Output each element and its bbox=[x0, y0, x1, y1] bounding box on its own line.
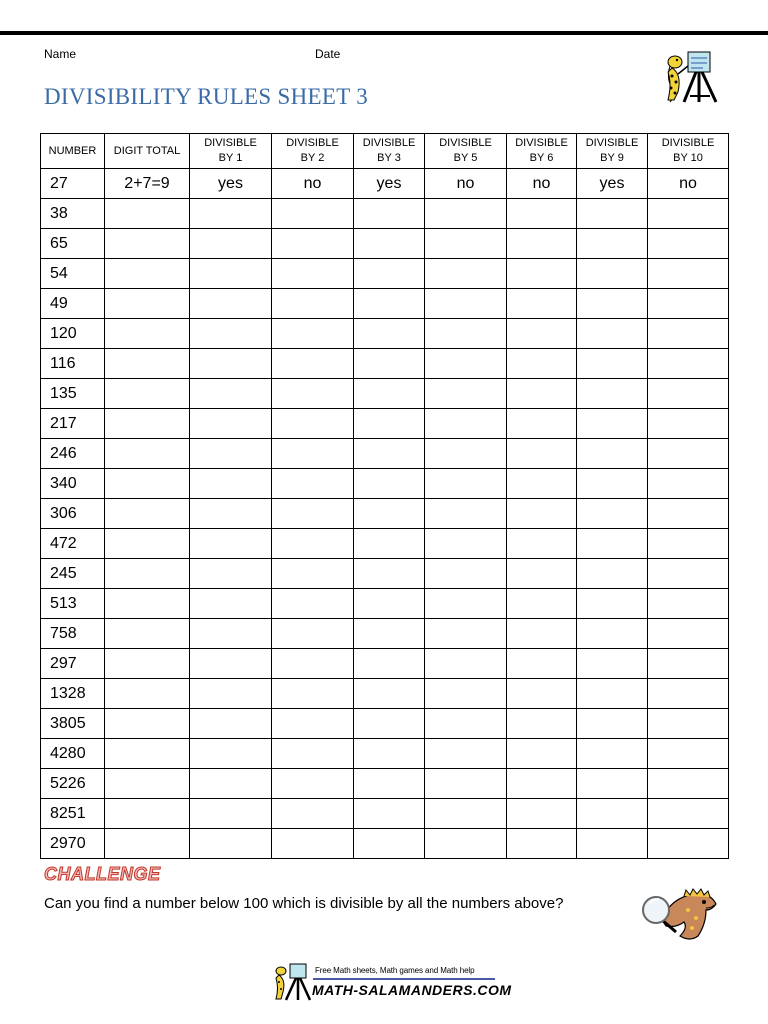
answer-cell[interactable] bbox=[272, 739, 354, 769]
answer-cell[interactable] bbox=[577, 709, 648, 739]
answer-cell[interactable]: no bbox=[507, 169, 577, 199]
answer-cell[interactable]: yes bbox=[577, 169, 648, 199]
name-label: Name bbox=[44, 47, 77, 61]
answer-cell[interactable] bbox=[507, 559, 577, 589]
answer-cell[interactable] bbox=[105, 769, 190, 799]
answer-cell[interactable] bbox=[354, 439, 425, 469]
answer-cell[interactable] bbox=[648, 499, 729, 529]
answer-cell[interactable] bbox=[190, 409, 272, 439]
answer-cell[interactable] bbox=[425, 739, 507, 769]
answer-cell[interactable] bbox=[425, 769, 507, 799]
column-header bbox=[272, 134, 354, 169]
answer-cell[interactable] bbox=[105, 379, 190, 409]
answer-cell[interactable] bbox=[425, 619, 507, 649]
column-header-line: DIVISIBLE bbox=[204, 137, 257, 149]
column-header-line: BY 2 bbox=[300, 152, 325, 164]
table-row bbox=[41, 709, 729, 739]
answer-cell[interactable] bbox=[354, 229, 425, 259]
answer-cell[interactable] bbox=[648, 589, 729, 619]
answer-cell[interactable] bbox=[577, 229, 648, 259]
table-row bbox=[41, 739, 729, 769]
answer-cell[interactable] bbox=[425, 679, 507, 709]
table-row bbox=[41, 649, 729, 679]
answer-cell[interactable]: yes bbox=[190, 169, 272, 199]
answer-cell[interactable] bbox=[354, 559, 425, 589]
answer-cell[interactable] bbox=[507, 619, 577, 649]
answer-cell[interactable] bbox=[648, 319, 729, 349]
answer-cell[interactable] bbox=[190, 199, 272, 229]
answer-cell[interactable] bbox=[507, 709, 577, 739]
answer-cell[interactable] bbox=[577, 259, 648, 289]
number-cell: 340 bbox=[41, 469, 105, 499]
column-header-line: DIVISIBLE bbox=[515, 137, 568, 149]
answer-cell[interactable] bbox=[425, 499, 507, 529]
answer-cell[interactable] bbox=[507, 229, 577, 259]
answer-cell[interactable] bbox=[648, 289, 729, 319]
answer-cell[interactable] bbox=[354, 589, 425, 619]
answer-cell[interactable] bbox=[354, 739, 425, 769]
number-cell: 4280 bbox=[41, 739, 105, 769]
column-header bbox=[190, 134, 272, 169]
answer-cell[interactable] bbox=[272, 199, 354, 229]
answer-cell[interactable] bbox=[105, 349, 190, 379]
column-header-line: BY 10 bbox=[673, 152, 703, 164]
number-cell: 472 bbox=[41, 529, 105, 559]
number-cell: 306 bbox=[41, 499, 105, 529]
answer-cell[interactable] bbox=[354, 499, 425, 529]
number-cell: 246 bbox=[41, 439, 105, 469]
answer-cell[interactable] bbox=[105, 799, 190, 829]
salamander-magnifier-icon bbox=[640, 884, 720, 946]
number-cell: 54 bbox=[41, 259, 105, 289]
answer-cell[interactable] bbox=[354, 709, 425, 739]
answer-cell[interactable] bbox=[577, 589, 648, 619]
answer-cell[interactable] bbox=[425, 439, 507, 469]
answer-cell[interactable] bbox=[272, 289, 354, 319]
answer-cell[interactable] bbox=[272, 409, 354, 439]
column-header bbox=[648, 134, 729, 169]
answer-cell[interactable] bbox=[354, 409, 425, 439]
answer-cell[interactable] bbox=[648, 439, 729, 469]
number-cell: 758 bbox=[41, 619, 105, 649]
answer-cell[interactable] bbox=[507, 499, 577, 529]
answer-cell[interactable] bbox=[105, 679, 190, 709]
number-cell: 8251 bbox=[41, 799, 105, 829]
answer-cell[interactable] bbox=[354, 259, 425, 289]
answer-cell[interactable] bbox=[507, 289, 577, 319]
column-header-line: BY 3 bbox=[377, 152, 401, 164]
table-row bbox=[41, 619, 729, 649]
number-cell: 245 bbox=[41, 559, 105, 589]
footer-tagline: Free Math sheets, Math games and Math help bbox=[315, 966, 475, 975]
answer-cell[interactable] bbox=[105, 559, 190, 589]
answer-cell[interactable] bbox=[577, 469, 648, 499]
answer-cell[interactable] bbox=[272, 649, 354, 679]
answer-cell[interactable] bbox=[190, 709, 272, 739]
answer-cell[interactable] bbox=[272, 499, 354, 529]
number-cell: 116 bbox=[41, 349, 105, 379]
column-header bbox=[41, 134, 105, 169]
answer-cell[interactable] bbox=[190, 259, 272, 289]
page-title: DIVISIBILITY RULES SHEET 3 bbox=[44, 84, 369, 109]
answer-cell[interactable] bbox=[190, 439, 272, 469]
answer-cell[interactable] bbox=[354, 769, 425, 799]
answer-cell[interactable] bbox=[190, 349, 272, 379]
table-row bbox=[41, 559, 729, 589]
answer-cell[interactable] bbox=[272, 319, 354, 349]
table-row bbox=[41, 529, 729, 559]
answer-cell[interactable] bbox=[272, 349, 354, 379]
answer-cell[interactable] bbox=[105, 289, 190, 319]
number-cell: 49 bbox=[41, 289, 105, 319]
answer-cell[interactable] bbox=[648, 829, 729, 859]
answer-cell[interactable] bbox=[577, 379, 648, 409]
answer-cell[interactable] bbox=[354, 199, 425, 229]
number-cell: 3805 bbox=[41, 709, 105, 739]
number-cell: 297 bbox=[41, 649, 105, 679]
answer-cell[interactable] bbox=[648, 409, 729, 439]
answer-cell[interactable] bbox=[354, 319, 425, 349]
answer-cell[interactable] bbox=[648, 649, 729, 679]
answer-cell[interactable] bbox=[425, 229, 507, 259]
column-header-line: DIVISIBLE bbox=[661, 137, 715, 149]
answer-cell[interactable] bbox=[425, 379, 507, 409]
table-row bbox=[41, 379, 729, 409]
answer-cell[interactable] bbox=[648, 709, 729, 739]
table-row bbox=[41, 829, 729, 859]
top-rule bbox=[0, 31, 768, 35]
answer-cell[interactable] bbox=[105, 709, 190, 739]
answer-cell[interactable] bbox=[507, 199, 577, 229]
answer-cell[interactable] bbox=[648, 469, 729, 499]
answer-cell[interactable] bbox=[190, 499, 272, 529]
number-cell: 38 bbox=[41, 199, 105, 229]
answer-cell[interactable] bbox=[425, 349, 507, 379]
answer-cell[interactable] bbox=[105, 499, 190, 529]
answer-cell[interactable] bbox=[272, 769, 354, 799]
table-row bbox=[41, 259, 729, 289]
answer-cell[interactable] bbox=[507, 529, 577, 559]
answer-cell[interactable] bbox=[577, 679, 648, 709]
answer-cell[interactable] bbox=[577, 499, 648, 529]
table-row bbox=[41, 229, 729, 259]
answer-cell[interactable] bbox=[507, 739, 577, 769]
answer-cell[interactable] bbox=[507, 349, 577, 379]
answer-cell[interactable] bbox=[648, 379, 729, 409]
answer-cell[interactable] bbox=[648, 679, 729, 709]
number-cell: 27 bbox=[41, 169, 105, 199]
divisibility-table bbox=[40, 133, 729, 859]
table-row bbox=[41, 289, 729, 319]
answer-cell[interactable] bbox=[648, 259, 729, 289]
answer-cell[interactable] bbox=[577, 559, 648, 589]
answer-cell[interactable] bbox=[507, 439, 577, 469]
answer-cell[interactable] bbox=[105, 469, 190, 499]
answer-cell[interactable] bbox=[577, 289, 648, 319]
answer-cell[interactable] bbox=[190, 769, 272, 799]
answer-cell[interactable] bbox=[105, 409, 190, 439]
table-row bbox=[41, 469, 729, 499]
column-header-line: BY 9 bbox=[600, 152, 624, 164]
answer-cell[interactable] bbox=[648, 529, 729, 559]
answer-cell[interactable] bbox=[507, 769, 577, 799]
answer-cell[interactable] bbox=[105, 319, 190, 349]
column-header-line: BY 1 bbox=[218, 152, 243, 164]
answer-cell[interactable] bbox=[190, 319, 272, 349]
answer-cell[interactable] bbox=[577, 619, 648, 649]
answer-cell[interactable] bbox=[648, 349, 729, 379]
answer-cell[interactable] bbox=[272, 619, 354, 649]
number-cell: 65 bbox=[41, 229, 105, 259]
number-cell: 120 bbox=[41, 319, 105, 349]
answer-cell[interactable] bbox=[272, 379, 354, 409]
answer-cell[interactable] bbox=[272, 469, 354, 499]
column-header-line: DIVISIBLE bbox=[439, 137, 492, 149]
answer-cell[interactable] bbox=[190, 559, 272, 589]
answer-cell[interactable] bbox=[425, 409, 507, 439]
column-header-line: BY 5 bbox=[453, 152, 478, 164]
table-row bbox=[41, 199, 729, 229]
column-header bbox=[354, 134, 425, 169]
answer-cell[interactable] bbox=[190, 529, 272, 559]
answer-cell[interactable] bbox=[354, 349, 425, 379]
answer-cell[interactable] bbox=[190, 799, 272, 829]
answer-cell[interactable] bbox=[425, 529, 507, 559]
answer-cell[interactable] bbox=[425, 559, 507, 589]
answer-cell[interactable] bbox=[425, 259, 507, 289]
answer-cell[interactable] bbox=[190, 289, 272, 319]
answer-cell[interactable] bbox=[577, 439, 648, 469]
answer-cell[interactable] bbox=[190, 229, 272, 259]
answer-cell[interactable] bbox=[190, 829, 272, 859]
answer-cell[interactable] bbox=[354, 649, 425, 679]
challenge-heading: CHALLENGE bbox=[44, 864, 161, 884]
footer-logo-icon bbox=[272, 962, 312, 1002]
answer-cell[interactable] bbox=[105, 199, 190, 229]
answer-cell[interactable] bbox=[354, 529, 425, 559]
footer-rule bbox=[313, 978, 495, 980]
answer-cell[interactable] bbox=[577, 769, 648, 799]
answer-cell[interactable] bbox=[648, 199, 729, 229]
answer-cell[interactable] bbox=[105, 829, 190, 859]
answer-cell[interactable] bbox=[105, 649, 190, 679]
answer-cell[interactable] bbox=[354, 379, 425, 409]
table-row bbox=[41, 169, 729, 199]
answer-cell[interactable] bbox=[105, 619, 190, 649]
column-header bbox=[577, 134, 648, 169]
answer-cell[interactable] bbox=[354, 799, 425, 829]
answer-cell[interactable] bbox=[507, 799, 577, 829]
answer-cell[interactable] bbox=[425, 649, 507, 679]
table-row bbox=[41, 589, 729, 619]
answer-cell[interactable] bbox=[272, 679, 354, 709]
answer-cell[interactable] bbox=[425, 799, 507, 829]
answer-cell[interactable] bbox=[272, 529, 354, 559]
number-cell: 217 bbox=[41, 409, 105, 439]
table-row bbox=[41, 349, 729, 379]
answer-cell[interactable] bbox=[648, 619, 729, 649]
column-header-line: NUMBER bbox=[48, 144, 97, 157]
number-cell: 513 bbox=[41, 589, 105, 619]
answer-cell[interactable] bbox=[190, 589, 272, 619]
column-header-line: BY 6 bbox=[529, 152, 554, 164]
answer-cell[interactable] bbox=[272, 829, 354, 859]
answer-cell[interactable] bbox=[648, 559, 729, 589]
answer-cell[interactable] bbox=[425, 199, 507, 229]
answer-cell[interactable] bbox=[507, 469, 577, 499]
table-row bbox=[41, 439, 729, 469]
answer-cell[interactable] bbox=[577, 199, 648, 229]
answer-cell[interactable] bbox=[507, 319, 577, 349]
answer-cell[interactable] bbox=[425, 589, 507, 619]
answer-cell[interactable] bbox=[272, 709, 354, 739]
table-row bbox=[41, 319, 729, 349]
date-label: Date bbox=[315, 47, 341, 61]
answer-cell[interactable] bbox=[190, 379, 272, 409]
answer-cell[interactable] bbox=[425, 319, 507, 349]
answer-cell[interactable] bbox=[190, 679, 272, 709]
column-header bbox=[507, 134, 577, 169]
table-row bbox=[41, 409, 729, 439]
answer-cell[interactable] bbox=[190, 649, 272, 679]
answer-cell[interactable] bbox=[105, 739, 190, 769]
answer-cell[interactable]: no bbox=[425, 169, 507, 199]
answer-cell[interactable]: no bbox=[648, 169, 729, 199]
answer-cell[interactable]: no bbox=[272, 169, 354, 199]
answer-cell[interactable] bbox=[577, 739, 648, 769]
answer-cell[interactable] bbox=[425, 829, 507, 859]
answer-cell[interactable] bbox=[105, 259, 190, 289]
footer-brand: MATH-SALAMANDERS.COM bbox=[312, 982, 512, 998]
answer-cell[interactable] bbox=[648, 799, 729, 829]
answer-cell[interactable] bbox=[354, 829, 425, 859]
answer-cell[interactable] bbox=[577, 649, 648, 679]
answer-cell[interactable] bbox=[190, 469, 272, 499]
number-cell: 1328 bbox=[41, 679, 105, 709]
answer-cell[interactable] bbox=[507, 379, 577, 409]
answer-cell[interactable] bbox=[190, 619, 272, 649]
column-header-line: DIVISIBLE bbox=[286, 137, 339, 149]
answer-cell[interactable] bbox=[272, 229, 354, 259]
column-header-line: DIVISIBLE bbox=[585, 137, 639, 149]
answer-cell[interactable] bbox=[272, 439, 354, 469]
challenge-question: Can you find a number below 100 which is divisible by all the numbers above? bbox=[44, 895, 564, 912]
table-row bbox=[41, 799, 729, 829]
answer-cell[interactable] bbox=[272, 559, 354, 589]
answer-cell[interactable] bbox=[507, 649, 577, 679]
number-cell: 5226 bbox=[41, 769, 105, 799]
answer-cell[interactable] bbox=[577, 799, 648, 829]
answer-cell[interactable] bbox=[648, 229, 729, 259]
answer-cell[interactable] bbox=[577, 319, 648, 349]
answer-cell[interactable] bbox=[577, 349, 648, 379]
answer-cell[interactable] bbox=[105, 439, 190, 469]
answer-cell[interactable]: 2+7=9 bbox=[105, 169, 190, 199]
column-header bbox=[105, 134, 190, 169]
answer-cell[interactable] bbox=[425, 469, 507, 499]
answer-cell[interactable] bbox=[354, 679, 425, 709]
table-header-row bbox=[41, 134, 729, 169]
answer-cell[interactable] bbox=[577, 829, 648, 859]
column-header-line: DIVISIBLE bbox=[362, 137, 416, 149]
answer-cell[interactable] bbox=[507, 409, 577, 439]
column-header-line: DIGIT TOTAL bbox=[113, 144, 181, 157]
answer-cell[interactable] bbox=[648, 739, 729, 769]
table-row bbox=[41, 769, 729, 799]
column-header bbox=[425, 134, 507, 169]
answer-cell[interactable] bbox=[105, 529, 190, 559]
answer-cell[interactable] bbox=[577, 409, 648, 439]
answer-cell[interactable] bbox=[105, 229, 190, 259]
answer-cell[interactable] bbox=[425, 289, 507, 319]
answer-cell[interactable] bbox=[648, 769, 729, 799]
answer-cell[interactable] bbox=[507, 829, 577, 859]
table-row bbox=[41, 499, 729, 529]
answer-cell[interactable] bbox=[354, 469, 425, 499]
answer-cell[interactable] bbox=[507, 589, 577, 619]
answer-cell[interactable] bbox=[272, 259, 354, 289]
answer-cell[interactable] bbox=[577, 529, 648, 559]
salamander-easel-icon bbox=[660, 48, 720, 104]
answer-cell[interactable] bbox=[425, 709, 507, 739]
answer-cell[interactable] bbox=[190, 739, 272, 769]
answer-cell[interactable] bbox=[272, 589, 354, 619]
answer-cell[interactable] bbox=[507, 679, 577, 709]
number-cell: 2970 bbox=[41, 829, 105, 859]
answer-cell[interactable] bbox=[272, 799, 354, 829]
answer-cell[interactable] bbox=[507, 259, 577, 289]
number-cell: 135 bbox=[41, 379, 105, 409]
answer-cell[interactable] bbox=[354, 619, 425, 649]
answer-cell[interactable] bbox=[354, 289, 425, 319]
table-row bbox=[41, 679, 729, 709]
answer-cell[interactable]: yes bbox=[354, 169, 425, 199]
answer-cell[interactable] bbox=[105, 589, 190, 619]
